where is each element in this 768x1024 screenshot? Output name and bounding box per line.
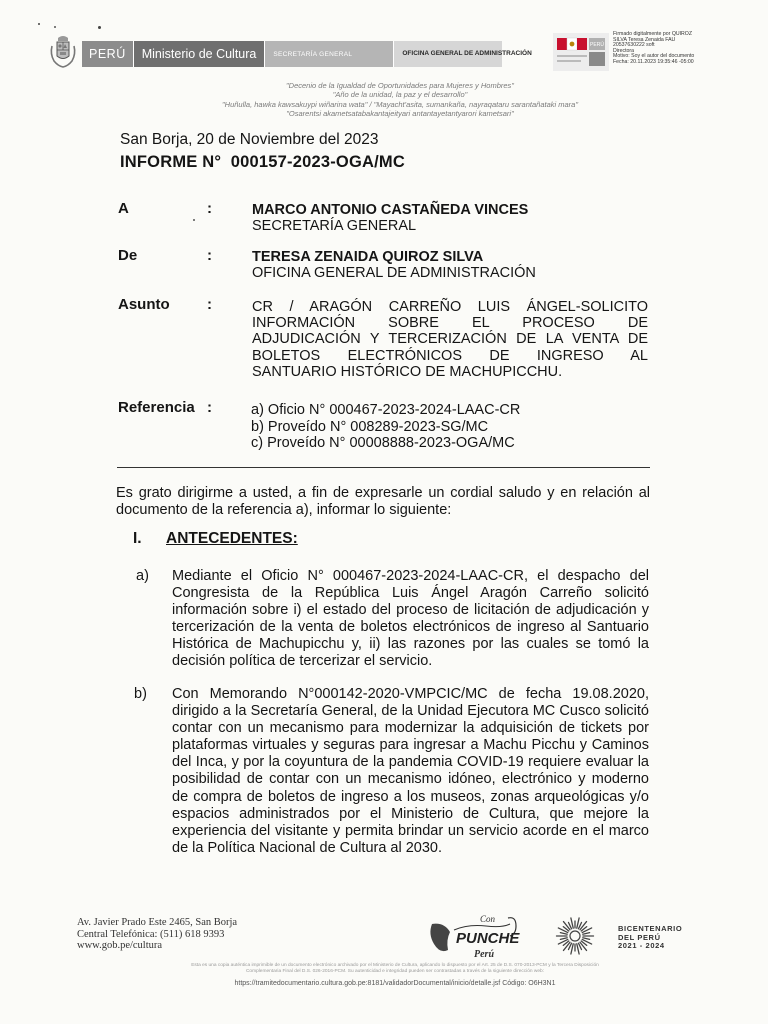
reference-item: b) Proveído N° 008289-2023-SG/MC (251, 418, 489, 435)
digital-signature-block (613, 32, 733, 66)
paragraph-line: dirigido a la Secretaría General, de la Unidad Ejecutora MC Cusco solicitó (172, 703, 649, 720)
paragraph-line: contar con un mecanismo para modernizar la adquisición de tickets por (172, 720, 649, 737)
secretariat-label: SECRETARÍA GENERAL (265, 41, 393, 67)
paragraph-line: posibilidad de contar con un mecanismo idóneo, electrónico y moderno (172, 771, 649, 788)
scan-speck (193, 219, 195, 221)
year-name-line: "Osarentsi akametsatabakantajeityari antantayetantyarori kametsari" (286, 109, 514, 119)
paragraph-line: espacios administrados por el Ministerio de Cultura, que mejore la (172, 805, 649, 822)
signature-line: Firmado digitalmente por QUIROZ (613, 31, 692, 37)
paragraph-line: del Inca, y por la coyuntura de la pandemia COVID-19 requiere evaluar la (172, 754, 649, 771)
year-name-line: "Año de la unidad, la paz y el desarrollo" (332, 90, 468, 100)
colon: : (207, 399, 212, 416)
footer-address (77, 917, 237, 952)
to-name: MARCO ANTONIO CASTAÑEDA VINCES (252, 202, 529, 218)
bicentennial-line: BICENTENARIO (618, 924, 683, 933)
ministry-label: Ministerio de Cultura (134, 41, 265, 67)
from-office: OFICINA GENERAL DE ADMINISTRACIÓN (252, 265, 536, 281)
from-name: TERESA ZENAIDA QUIROZ SILVA (252, 249, 484, 265)
website-link[interactable]: www.gob.pe/cultura (77, 940, 163, 951)
paragraph-a-label: a) (136, 568, 149, 584)
report-title (120, 153, 405, 172)
legal-line: Esta es una copia auténtica imprimible de un documento electrónico archivado por el Ministerio de Cultura, aplicando lo dispuesto por el Art. 25 de D.S. 070-2013-PCM y la Tercera Disposición (191, 963, 599, 968)
reference-label: Referencia (118, 399, 195, 416)
paragraph-a (172, 568, 649, 671)
paragraph-line: tercerización de la venta de boletos electrónicos de ingreso al Santuario (172, 619, 649, 636)
peru-digital-signature-stamp-icon (553, 33, 609, 71)
colon: : (207, 200, 212, 217)
bicentennial-label (618, 925, 682, 951)
signature-line: Motivo: Soy el autor del documento (613, 53, 695, 60)
campaign-text-peru: Perú (474, 949, 494, 960)
signature-line: SILVA Teresa Zenaida FAU (613, 36, 676, 43)
colon: : (207, 247, 212, 264)
reference-item: a) Oficio N° 000467-2023-2024-LAAC-CR (251, 402, 521, 418)
paragraph-line: Con Memorando N°000142-2020-VMPCIC/MC de fecha 19.08.2020, (172, 686, 649, 702)
svg-text:PERÚ: PERÚ (590, 42, 604, 48)
paragraph-b-label: b) (134, 686, 147, 702)
subject-line: CR / ARAGÓN CARREÑO LUIS ÁNGEL-SOLICITO (252, 299, 648, 315)
footer-legal-notice (70, 963, 720, 975)
document-date: San Borja, 20 de Noviembre del 2023 (120, 131, 379, 148)
paragraph-line: Mediante el Oficio N° 000467-2023-2024-LAAC-CR, el despacho del (172, 568, 649, 584)
campaign-text-con: Con (480, 914, 496, 924)
subject-line: INFORMACIÓN SOBRE EL PROCESO DE (252, 315, 648, 332)
section-number: I. (133, 530, 142, 547)
scan-speck (54, 26, 56, 28)
to-office: SECRETARÍA GENERAL (252, 218, 417, 234)
peru-coat-of-arms-icon (48, 34, 78, 68)
con-punche-peru-logo (424, 910, 524, 962)
subject-line: SANTUARIO HISTÓRICO DE MACHUPICCHU. (252, 363, 563, 380)
institution-header-bar (82, 41, 532, 67)
address-line: Av. Javier Prado Este 2465, San Borja (77, 917, 238, 928)
paragraph-line: de compra de boletos de ingreso a los museos, zonas arqueológicas y/o (172, 788, 649, 805)
bicentennial-sunburst-icon (555, 916, 595, 956)
legal-line: Complementaria Final del D.S. 026-2016-PCM. Su autenticidad e integridad pueden ser contrastadas a través de la siguiente dirección web: (245, 969, 545, 974)
section-title: ANTECEDENTES: (166, 530, 298, 547)
report-label: INFORME N° (120, 153, 222, 171)
paragraph-line: Congresista de la República Luis Ángel Aragón Carreño solicitó (172, 585, 649, 602)
subject-line: ADJUDICACIÓN Y TERCERIZACIÓN DE LA VENTA DE (252, 331, 648, 348)
year-name-line: "Decenio de la Igualdad de Oportunidades para Mujeres y Hombres" (286, 81, 514, 90)
subject-label: Asunto (118, 296, 170, 313)
subject-text (252, 299, 648, 380)
intro-line: Es grato dirigirme a usted, a fin de expresarle un cordial saludo y en relación al (116, 485, 650, 501)
signature-line: 20537630222 soft (613, 42, 655, 49)
reference-item: c) Proveído N° 00008888-2023-OGA/MC (251, 435, 515, 451)
divider (117, 467, 650, 468)
paragraph-line: de la Política Nacional de Cultura al 2030. (172, 839, 443, 856)
from-label: De (118, 247, 138, 264)
to-block (252, 202, 528, 234)
office-label: OFICINA GENERAL DE ADMINISTRACIÓN (394, 41, 502, 67)
scan-speck (98, 26, 101, 29)
verification-url[interactable]: https://tramitedocumentario.cultura.gob.pe:8181/validadorDocumental/inicio/detalle.jsf Código: O6H3N1 (234, 980, 556, 987)
colon: : (207, 296, 212, 313)
paragraph-line: plataformas virtuales y seguras para ingresar a Machu Picchu y Caminos (172, 737, 649, 754)
intro-paragraph (116, 485, 650, 519)
paragraph-line: experiencia del visitante y permita brindar un servicio acorde en el marco (172, 822, 649, 839)
paragraph-line: Histórica de Machupicchu y, ii) las razones por las cuales se tomó la (172, 636, 649, 653)
signature-line: Directora (613, 47, 635, 54)
signature-line: Fecha: 20.11.2023 19:35:46 -05:00 (613, 58, 694, 65)
campaign-text-punche: PUNCHE (456, 930, 520, 947)
subject-line: BOLETOS ELECTRÓNICOS DE INGRESO AL (252, 347, 648, 364)
year-name-line: "Huñulla, hawka kawsakuypi wiñarina wata" / "Mayacht'asita, sumankaña, nayraqataru sarantañataki mara" (221, 99, 578, 109)
phone-line: Central Telefónica: (511) 618 9393 (77, 928, 225, 940)
bicentennial-line: DEL PERÚ (618, 932, 661, 942)
report-number: 000157-2023-OGA/MC (230, 153, 405, 171)
scan-speck (38, 23, 40, 25)
official-year-names (120, 81, 680, 119)
paragraph-line: información sobre i) el estado del proceso de licitación de adjudicación y (172, 602, 649, 619)
to-label: A (118, 200, 129, 217)
paragraph-line: decisión política de tercerizar el servicio. (172, 653, 433, 670)
country-label: PERÚ (82, 41, 133, 67)
reference-list (251, 402, 520, 452)
intro-line: documento de la referencia a), informar lo siguiente: (116, 502, 452, 518)
from-block (252, 249, 536, 281)
bicentennial-line: 2021 - 2024 (618, 941, 665, 951)
paragraph-b (172, 686, 649, 857)
